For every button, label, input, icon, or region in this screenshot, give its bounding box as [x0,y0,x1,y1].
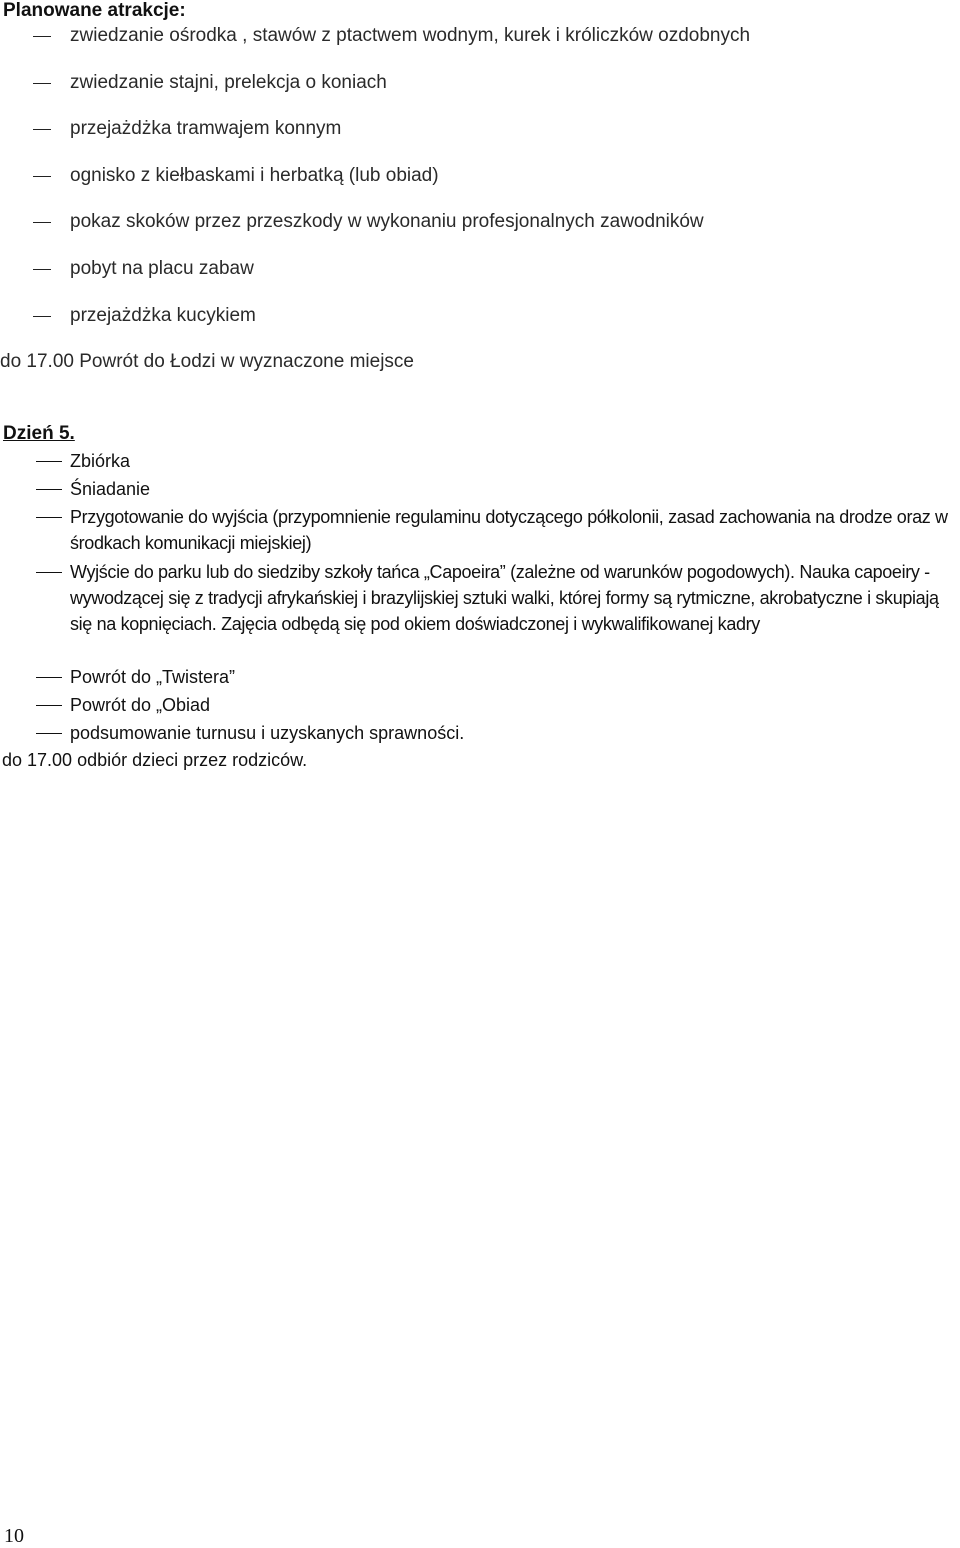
list-item-text: Wyjście do parku lub do siedziby szkoły tańca „Capoeira” (zależne od warunków pogodowych). Nauka capoeiry - wywodzącej się z tradycji afrykańskiej i brazylijskiej sztuki walki, której formy są rytmiczne, akrobatyczne i skupiają się na kopnięciach. Zajęcia odbędą się pod okiem doświadczonej i wykwalifikowanej kadry [70,562,939,634]
dash-bullet [36,705,62,706]
list-item-text: Zbiórka [70,451,131,471]
list-item-text: zwiedzanie ośrodka , stawów z ptactwem wodnym, kurek i króliczków ozdobnych [70,25,751,46]
attractions-heading: Planowane atrakcje: [3,0,186,21]
list-item-text: przejażdżka kucykiem [70,305,256,326]
day5-heading: Dzień 5. [3,423,75,444]
dash-bullet [36,489,62,490]
pickup-note: do 17.00 odbiór dzieci przez rodziców. [2,750,308,770]
dash-bullet [36,461,62,462]
list-item-text: ognisko z kiełbaskami i herbatką (lub obiad) [70,165,439,186]
list-item-text: przejażdżka tramwajem konnym [70,118,342,139]
dash-bullet [33,83,51,84]
dash-bullet [33,176,51,177]
dash-bullet [36,517,62,518]
list-item-text: zwiedzanie stajni, prelekcja o koniach [70,72,387,93]
list-item-text: pokaz skoków przez przeszkody w wykonaniu profesjonalnych zawodników [70,211,704,232]
dash-bullet [33,129,51,130]
list-item-text: Śniadanie [70,479,151,499]
list-item-text: pobyt na placu zabaw [70,258,254,279]
list-item-text: Przygotowanie do wyjścia (przypomnienie regulaminu dotyczącego półkolonii, zasad zachowania na drodze oraz w środkach komunikacji miejskiej) [70,507,948,553]
dash-bullet [36,677,62,678]
dash-bullet [33,36,51,37]
dash-bullet [33,269,51,270]
page-number: 10 [4,1525,24,1547]
list-item-text: podsumowanie turnusu i uzyskanych sprawności. [70,723,465,743]
dash-bullet [36,572,62,573]
return-note: do 17.00 Powrót do Łodzi w wyznaczone miejsce [0,351,415,372]
dash-bullet [33,316,51,317]
dash-bullet [36,733,62,734]
dash-bullet [33,222,51,223]
list-item-text: Powrót do „Obiad [70,695,211,715]
list-item-text: Powrót do „Twistera” [70,667,236,687]
